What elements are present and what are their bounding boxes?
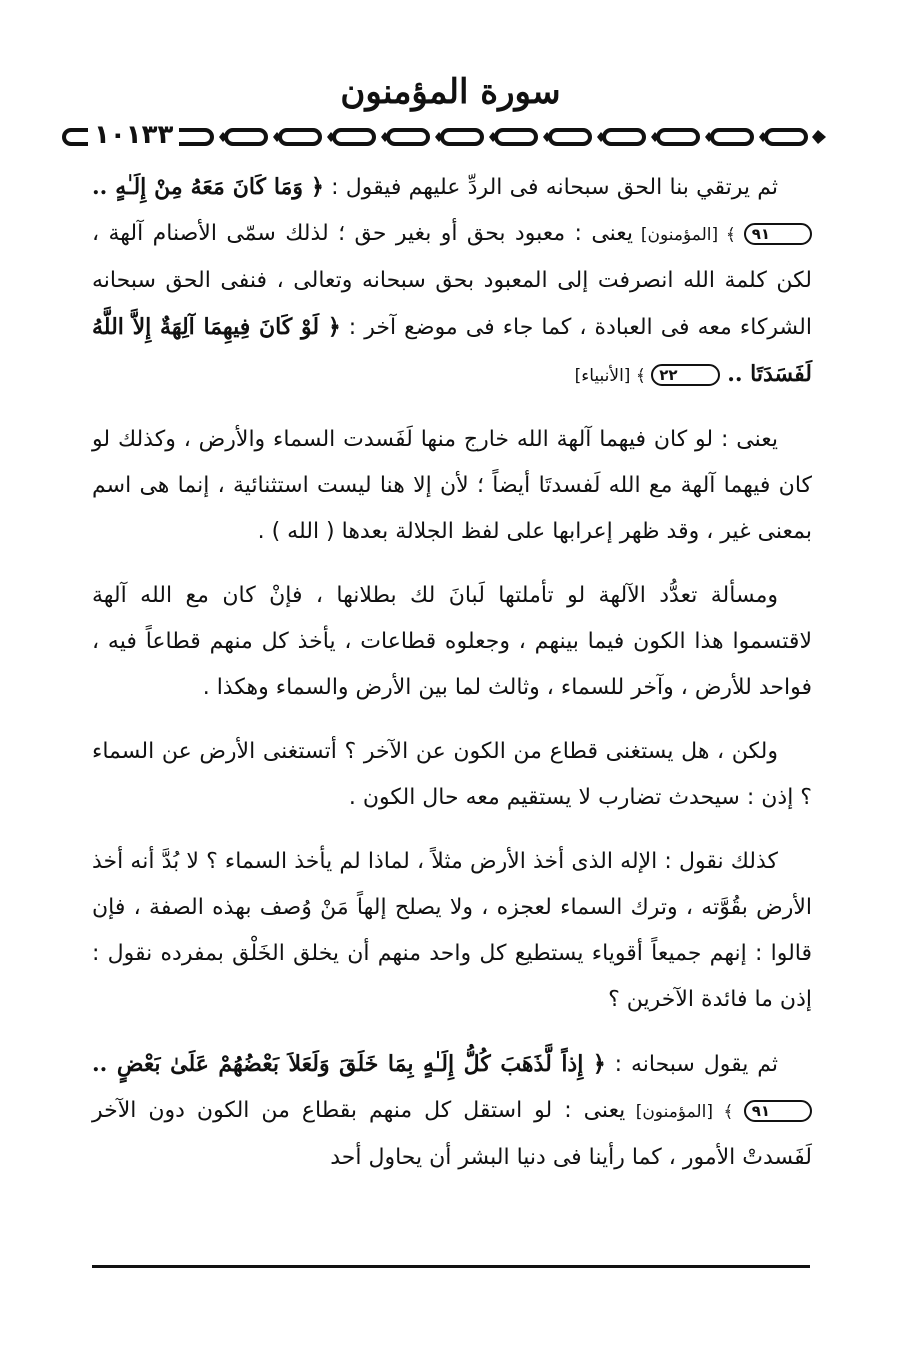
quran-verse: ﴿ وَمَا كَانَ مَعَهُ مِنْ إِلَـٰهٍ .. [92, 174, 324, 200]
page-number: ١٠١٣٣ [88, 120, 179, 150]
surah-reference: ﴾ [المؤمنون] [633, 225, 744, 245]
ayah-number: ٩١ [744, 223, 812, 245]
paragraph [92, 1041, 812, 1181]
paragraph: يعنى : لو كان فيهما آلهة الله خارج منها لَفَسدت السماء والأرض ، وكذلك لو كان فيهما آلهة مع الله لَفسدتَا أيضاً ؛ لأن إلا هنا ليست استثنائية ، إنما هى اسم بمعنى غير ، وقد ظهر إعرابها على لفظ الجلالة بعدها ( الله ) . [92, 427, 812, 544]
quran-verse: ﴿ لَوْ كَانَ فِيهِمَا آلِهَةٌ إِلاَّ اللَّهُ لَفَسَدَتَا .. [92, 314, 812, 387]
paragraph-text: يعنى : لو استقل كل منهم بقطاع من الكون دون الآخر لَفَسدتْ الأمور ، كما رأينا فى دنيا البشر أن يحاول أحد [92, 1098, 812, 1170]
surah-reference: ﴾ [المؤمنون] [625, 1102, 744, 1122]
footer-divider [92, 1265, 810, 1268]
page-body [92, 164, 812, 1199]
surah-reference: ﴾ [الأنبياء] [574, 366, 652, 386]
paragraph-text: ثم يرتقي بنا الحق سبحانه فى الردِّ عليهم فيقول : [323, 175, 778, 200]
paragraph [92, 164, 812, 399]
paragraph: ومسألة تعدُّد الآلهة لو تأملتها لَبانَ لك بطلانها ، فإنْ كان مع الله آلهة لاقتسموا هذا الكون فيما بينهم ، وجعلوه قطاعات ، يأخذ كل منهم قطاعاً فيه ، فواحد للأرض ، وآخر للسماء ، وثالث لما بين الأرض والسماء وهكذا . [92, 583, 812, 700]
paragraph-text: يعنى : معبود بحق أو بغير حق ؛ لذلك سمّى الأصنام آلهة ، لكن كلمة الله انصرفت إلى المعبود بحق سبحانه وتعالى ، فنفى الحق سبحانه الشركاء معه فى العبادة ، كما جاء فى موضع آخر : [92, 221, 812, 340]
paragraph: ولكن ، هل يستغنى قطاع من الكون عن الآخر ؟ أتستغنى الأرض عن السماء ؟ إذن : سيحدث تضارب لا يستقيم معه حال الكون . [92, 739, 812, 810]
paragraph-text: ثم يقول سبحانه : [605, 1052, 778, 1077]
paragraph: كذلك نقول : الإله الذى أخذ الأرض مثلاً ، لماذا لم يأخذ السماء ؟ لا بُدَّ أنه أخذ الأرض بقُوَّته ، وترك السماء لعجزه ، ولا يصلح إلهاً مَنْ وُصف بهذه الصفة ، فإن قالوا : إنهم جميعاً أقوياء يستطيع كل واحد منهم أن يخلق الخَلْق بمفرده نقول : إذن ما فائدة الآخرين ؟ [92, 849, 812, 1012]
ayah-number: ٢٢ [651, 364, 719, 386]
surah-title: سورة المؤمنون [340, 72, 561, 112]
ayah-number: ٩١ [744, 1100, 812, 1122]
quran-verse: ﴿ إِذاً لَّذَهَبَ كُلُّ إِلَـٰهٍ بِمَا خَلَقَ وَلَعَلاَ بَعْضُهُمْ عَلَىٰ بَعْضٍ .. [92, 1051, 606, 1077]
